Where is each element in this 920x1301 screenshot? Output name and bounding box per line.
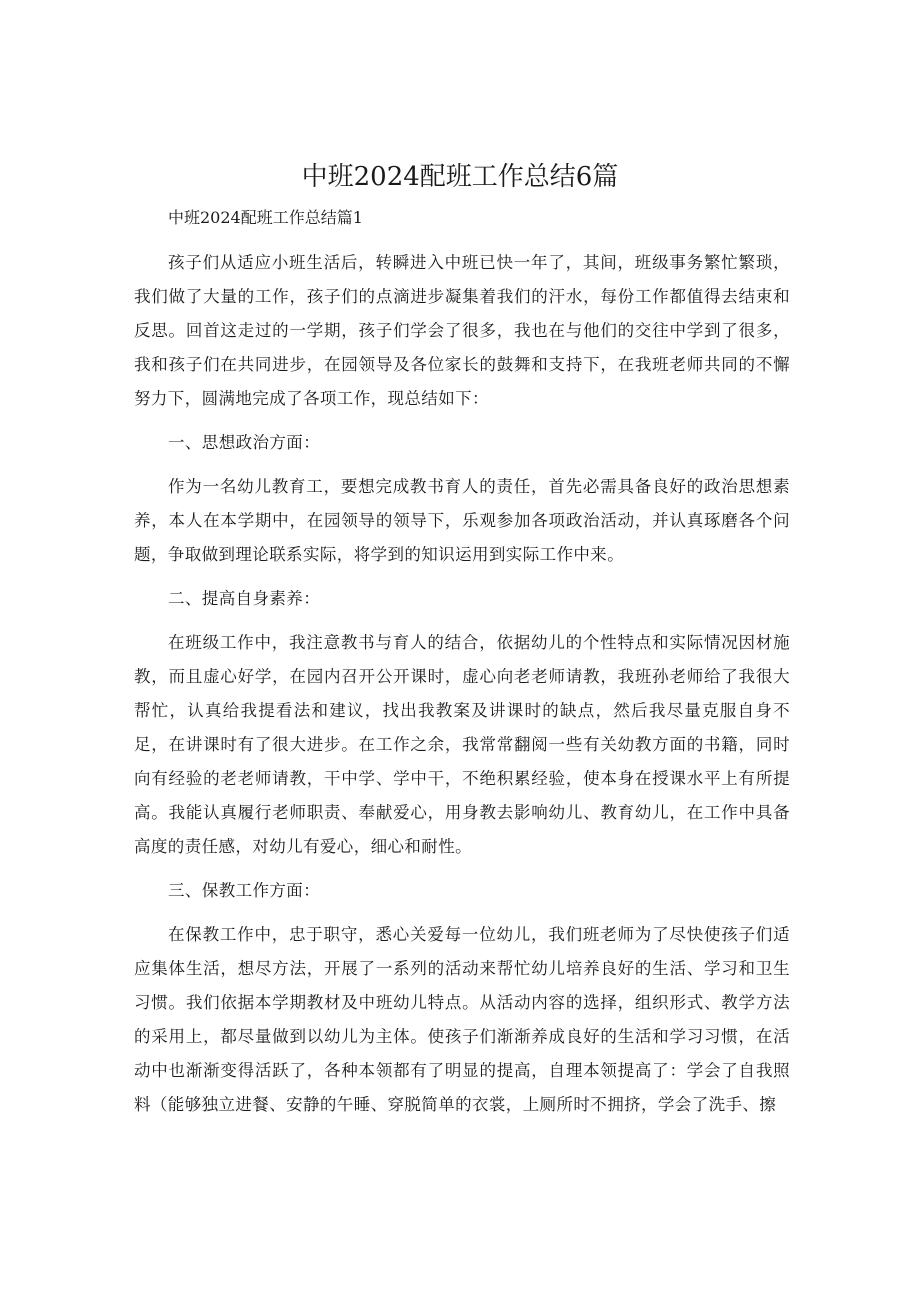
section-heading-care-education: 三、保教工作方面： (168, 881, 321, 900)
section-body-self-improvement: 在班级工作中，我注意教书与育人的结合，依据幼儿的个性特点和实际情况因材施教，而且虚心好学，在园内召开公开课时，虚心向老老师请教，我班孙老师给了我很大帮忙，认真给我提看法和建议，找出我教案及讲课时的缺点，然后我尽量克服自身不足，在讲课时有了很大进步。在工作之余，我常常翻阅一些有关幼教方面的书籍，同时向有经验的老老师请教，干中学、学中干，不绝积累经验，使本身在授课水平上有所提高。我能认真履行老师职责、奉献爱心，用身教去影响幼儿、教育幼儿，在工作中具备高度的责任感，对幼儿有爱心，细心和耐性。 (134, 633, 790, 856)
intro-paragraph: 孩子们从适应小班生活后，转瞬进入中班已快一年了，其间，班级事务繁忙繁琐，我们做了大量的工作，孩子们的点滴进步凝集着我们的汗水，每份工作都值得去结束和反思。回首这走过的一学期，孩子们学会了很多，我也在与他们的交往中学到了很多，我和孩子们在共同进步，在园领导及各位家长的鼓舞和支持下，在我班老师共同的不懈努力下，圆满地完成了各项工作，现总结如下： (134, 253, 790, 408)
section-heading-self-improvement: 二、提高自身素养： (168, 589, 321, 608)
page-title: 中班2024配班工作总结6篇 (301, 162, 619, 192)
section-body-politics: 作为一名幼儿教育工，要想完成教书育人的责任，首先必需具备良好的政治思想素养，本人在本学期中，在园领导的领导下，乐观参加各项政治活动，并认真琢磨各个问题，争取做到理论联系实际，将学到的知识运用到实际工作中来。 (134, 477, 790, 564)
document-body (134, 204, 790, 1132)
section-body-care-education: 在保教工作中，忠于职守，悉心关爱每一位幼儿，我们班老师为了尽快使孩子们适应集体生活，想尽方法，开展了一系列的活动来帮忙幼儿培养良好的生活、学习和卫生习惯。我们依据本学期教材及中班幼儿特点。从活动内容的选择，组织形式、教学方法的采用上，都尽量做到以幼儿为主体。使孩子们渐渐养成良好的生活和学习习惯，在活动中也渐渐变得活跃了，各种本领都有了明显的提高，自理本领提高了：学会了自我照料（能够独立进餐、安静的午睡、穿脱简单的衣裳，上厕所时不拥挤，学会了洗手、擦 (134, 925, 790, 1114)
section-subtitle: 中班2024配班工作总结篇1 (168, 208, 363, 227)
section-heading-politics: 一、思想政治方面： (168, 433, 321, 452)
